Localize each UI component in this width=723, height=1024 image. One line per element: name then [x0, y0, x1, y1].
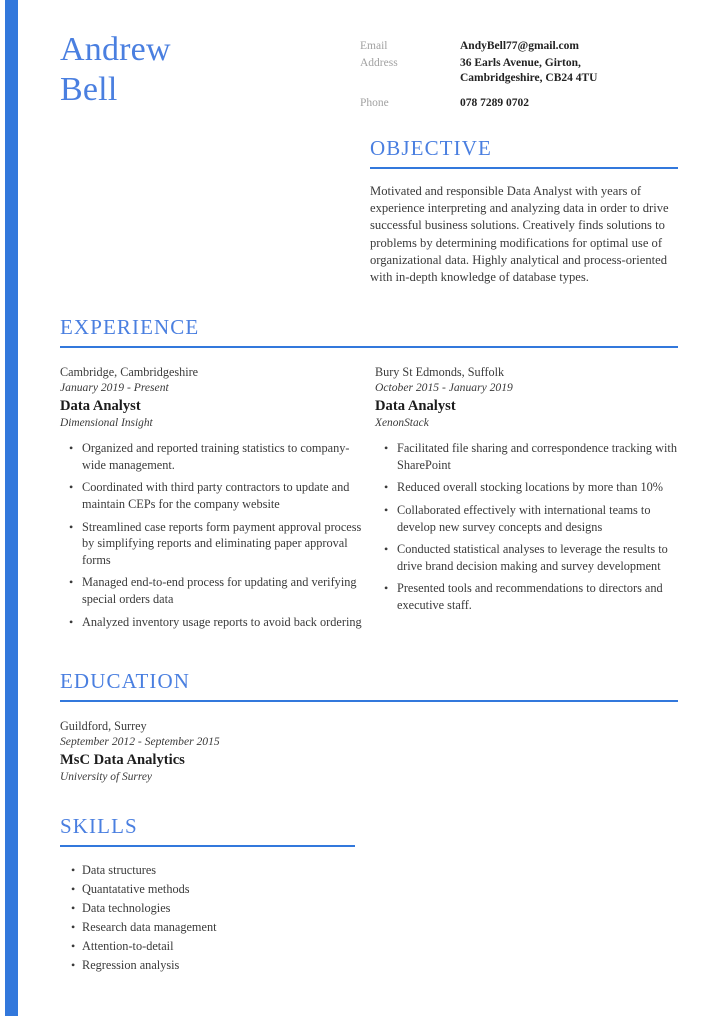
contact-value-phone[interactable]: 078 7289 0702: [460, 97, 529, 109]
list-item: • Reduced overall stocking locations by more than 10%: [395, 479, 678, 496]
objective-text: Motivated and responsible Data Analyst with years of experience interpreting and analyzing data in order to drive successful business solutions. Creatively finds solutions to problems by determining modifications for optimal use of organizational data. Highly analytical and process-oriented with in-depth knowledge of database types.: [370, 184, 669, 285]
section-skills: [60, 813, 680, 975]
contact-row-email: [360, 39, 680, 54]
list-item: • Quantatative methods: [82, 880, 680, 899]
experience-job-1: [375, 364, 678, 636]
section-experience: [60, 314, 680, 636]
section-education: [60, 668, 680, 785]
skills-title: SKILLS: [60, 814, 138, 839]
experience-title: EXPERIENCE: [60, 315, 200, 340]
list-item: • Data structures: [82, 861, 680, 880]
name-last: Bell: [60, 71, 118, 108]
contact-value-address: 36 Earls Avenue, Girton, Cambridgeshire, CB24 4TU: [460, 57, 598, 84]
job-company: Dimensional Insight: [60, 417, 153, 430]
list-item: • Streamlined case reports form payment approval process by simplifying reports and eliminating paper approval forms: [80, 519, 363, 569]
job-dates: January 2019 - Present: [60, 381, 169, 395]
list-item: • Research data management: [82, 918, 680, 937]
skills-divider: [60, 845, 355, 847]
left-accent-bar: [5, 0, 18, 1016]
contact-value-email[interactable]: AndyBell77@gmail.com: [460, 40, 579, 52]
list-item: • Organized and reported training statistics to company-wide management.: [80, 440, 363, 473]
name-first: Andrew: [60, 31, 171, 68]
resume-content: [60, 0, 680, 1024]
list-item: • Managed end-to-end process for updating and verifying special orders data: [80, 574, 363, 607]
contact-label-address: Address: [360, 57, 398, 69]
job-bullets: [60, 440, 363, 630]
education-location: Guildford, Surrey: [60, 719, 147, 734]
objective-divider: [370, 167, 678, 169]
resume-header: [60, 0, 680, 113]
education-divider: [60, 700, 678, 702]
experience-divider: [60, 346, 678, 348]
job-role: Data Analyst: [375, 398, 456, 415]
job-company: XenonStack: [375, 417, 429, 430]
experience-columns: [60, 364, 680, 636]
list-item: • Collaborated effectively with international teams to develop new survey concepts and designs: [395, 502, 678, 535]
education-degree: MsC Data Analytics: [60, 752, 185, 769]
list-item: • Regression analysis: [82, 956, 680, 975]
education-entry-0: [60, 718, 680, 785]
list-item: • Conducted statistical analyses to leverage the results to drive brand decision making and survey development: [395, 541, 678, 574]
job-role: Data Analyst: [60, 398, 141, 415]
list-item: • Analyzed inventory usage reports to avoid back ordering: [80, 614, 363, 631]
list-item: • Presented tools and recommendations to directors and executive staff.: [395, 580, 678, 613]
section-objective: [370, 135, 678, 286]
contact-details: [360, 30, 680, 113]
contact-label-email: Email: [360, 40, 388, 52]
education-title: EDUCATION: [60, 669, 191, 694]
experience-job-0: [60, 364, 363, 636]
candidate-name: [60, 30, 360, 110]
list-item: • Coordinated with third party contractors to update and maintain CEPs for the company website: [80, 479, 363, 512]
job-bullets: [375, 440, 678, 613]
job-dates: October 2015 - January 2019: [375, 381, 513, 395]
contact-row-address: [360, 56, 680, 86]
objective-title: OBJECTIVE: [370, 136, 492, 160]
education-institution: University of Surrey: [60, 771, 152, 784]
list-item: • Data technologies: [82, 899, 680, 918]
skills-list: [60, 861, 680, 975]
education-dates: September 2012 - September 2015: [60, 735, 220, 749]
contact-row-phone: [360, 96, 680, 111]
job-location: Bury St Edmonds, Suffolk: [375, 365, 505, 380]
job-location: Cambridge, Cambridgeshire: [60, 365, 199, 380]
list-item: • Attention-to-detail: [82, 937, 680, 956]
contact-label-phone: Phone: [360, 97, 389, 109]
list-item: • Facilitated file sharing and correspondence tracking with SharePoint: [395, 440, 678, 473]
